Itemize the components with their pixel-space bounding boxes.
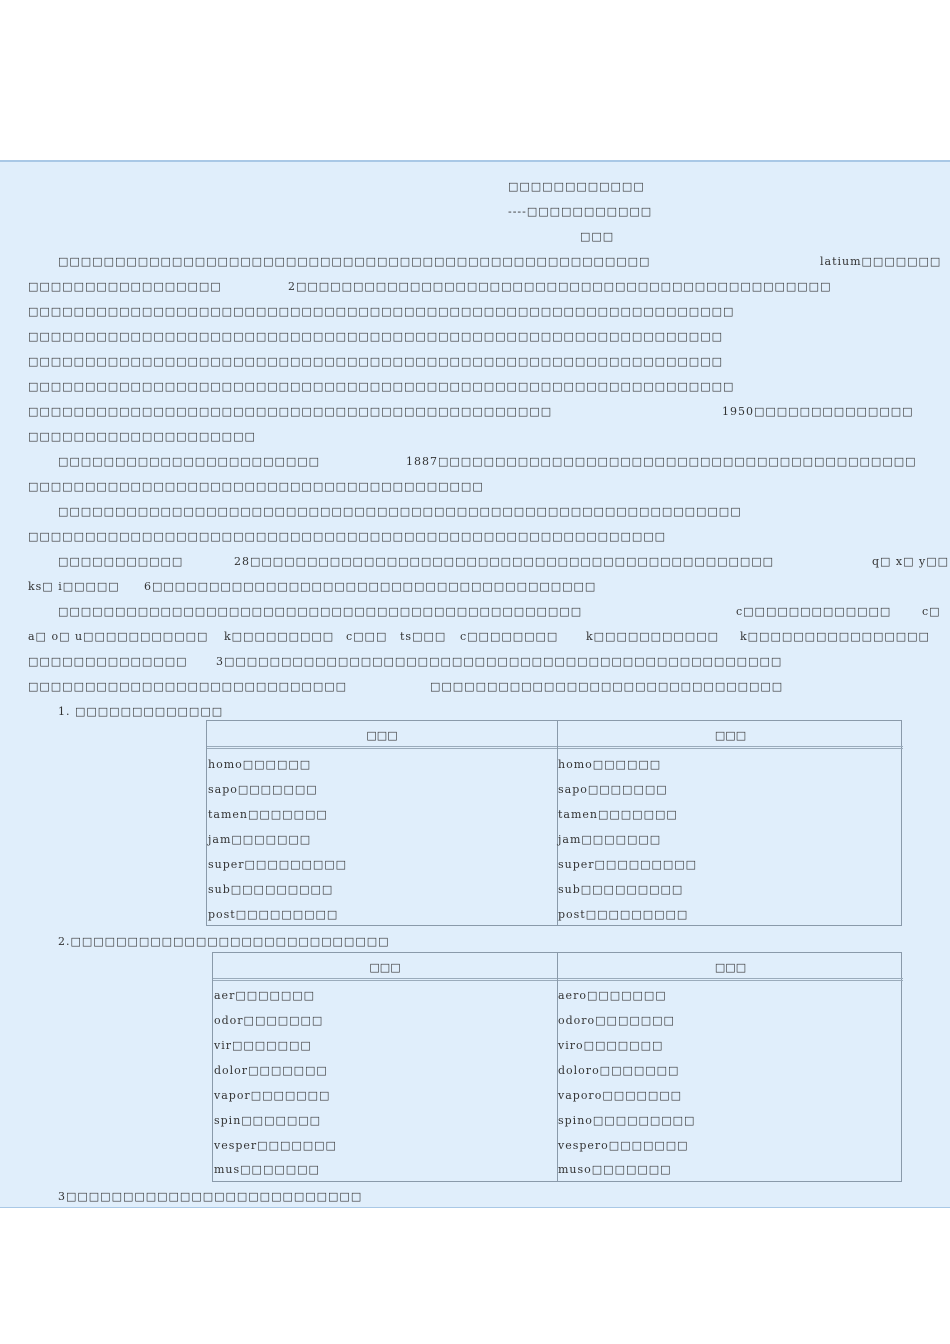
table-cell: doloro□□□□□□□ xyxy=(558,1064,680,1077)
paragraph-line: c□ xyxy=(922,605,941,618)
paragraph-line: latium□□□□□□□ xyxy=(820,255,942,268)
paragraph-line: ks□ i□□□□□ xyxy=(28,580,120,593)
table-cell: super□□□□□□□□□ xyxy=(558,858,698,871)
paragraph-line: 28□□□□□□□□□□□□□□□□□□□□□□□□□□□□□□□□□□□□□□□□□□□□□□ xyxy=(234,555,775,568)
paragraph-line: □□□□□□□□□□□□□□□□□□□□□□□□□□□□□□□□□□□□□□□□□□□□□□ xyxy=(28,405,553,418)
doc-title: □□□□□□□□□□□□ xyxy=(508,180,645,193)
table-cell: post□□□□□□□□□ xyxy=(208,908,339,921)
table-cell: aer□□□□□□□ xyxy=(214,989,316,1002)
table-cell: vesper□□□□□□□ xyxy=(214,1139,337,1152)
paragraph-line: c□□□□□□□□ xyxy=(460,630,559,643)
paragraph-line: □□□□□□□□□□□□□□□□□□□□□□□□□□□□ xyxy=(28,680,348,693)
paragraph-line: 1887□□□□□□□□□□□□□□□□□□□□□□□□□□□□□□□□□□□□□□□□□□ xyxy=(406,455,917,468)
table-cell: post□□□□□□□□□ xyxy=(558,908,689,921)
table-cell: sub□□□□□□□□□ xyxy=(558,883,684,896)
paragraph-line: □□□□□□□□□□□□□□□□□□□□□□□□□□□□□□□ xyxy=(430,680,784,693)
table-cell: dolor□□□□□□□ xyxy=(214,1064,328,1077)
paragraph-line: □□□□□□□□□□□□□□□□□□□□□□□□□□□□□□□□□□□□□□□□□□□□□□□□□□□□□□□□ xyxy=(28,530,667,543)
table-cell: vaporo□□□□□□□ xyxy=(558,1089,683,1102)
table-cell: jam□□□□□□□ xyxy=(208,833,312,846)
table-cell: vapor□□□□□□□ xyxy=(214,1089,331,1102)
paragraph-line: 1950□□□□□□□□□□□□□□ xyxy=(722,405,914,418)
table-header-cell: □□□ xyxy=(558,953,903,981)
paragraph-line: □□□□□□□□□□□□□□□□□□□□□□□ xyxy=(58,455,321,468)
paragraph-line: c□□□ xyxy=(346,630,388,643)
paragraph-line: □□□□□□□□□□□□□□□□□□□□ xyxy=(28,430,256,443)
list-item-3: 3□□□□□□□□□□□□□□□□□□□□□□□□□□ xyxy=(58,1190,363,1203)
paragraph-line: 3□□□□□□□□□□□□□□□□□□□□□□□□□□□□□□□□□□□□□□□□□□□□□□□□□ xyxy=(216,655,783,668)
paragraph-line: □□□□□□□□□□□□□□□□□□□□□□□□□□□□□□□□□□□□□□□□□□□□□□□□□□□□□□□□□□□□□ xyxy=(28,330,723,343)
table-cell: muso□□□□□□□ xyxy=(558,1163,672,1176)
table-cell: odor□□□□□□□ xyxy=(214,1014,324,1027)
paragraph-line: □□□□□□□□□□□□□□□□□□□□□□□□□□□□□□□□□□□□□□□□ xyxy=(28,480,484,493)
table-cell: tamen□□□□□□□ xyxy=(558,808,678,821)
paragraph-line: c□□□□□□□□□□□□□ xyxy=(736,605,892,618)
table-cell: sapo□□□□□□□ xyxy=(208,783,318,796)
paragraph-line: □□□□□□□□□□□□□□□□□□□□□□□□□□□□□□□□□□□□□□□□□□□□□□□□□□□□□□□□□□□□□□ xyxy=(28,380,735,393)
paragraph-line: k□□□□□□□□□□□□□□□□ xyxy=(740,630,930,643)
paragraph-line: 2□□□□□□□□□□□□□□□□□□□□□□□□□□□□□□□□□□□□□□□□□□□□□□□ xyxy=(288,280,832,293)
table-cell: viro□□□□□□□ xyxy=(558,1039,664,1052)
table-cell: spin□□□□□□□ xyxy=(214,1114,322,1127)
paragraph-line: □□□□□□□□□□□□□□□□□□□□□□□□□□□□□□□□□□□□□□□□□□□□□□□□□□□□□□□□□□□□□ xyxy=(28,355,723,368)
paragraph-line: □□□□□□□□□□□□□□□□□□□□□□□□□□□□□□□□□□□□□□□□□□□□□□□□□□□□□□□□□□□□ xyxy=(58,505,742,518)
paragraph-line: □□□□□□□□□□□□□□□□□ xyxy=(28,280,222,293)
paragraph-line: k□□□□□□□□□ xyxy=(224,630,335,643)
table-header-cell: □□□ xyxy=(207,721,557,749)
paragraph-line: 6□□□□□□□□□□□□□□□□□□□□□□□□□□□□□□□□□□□□□□□ xyxy=(144,580,597,593)
table-cell: homo□□□□□□ xyxy=(208,758,312,771)
paragraph-line: □□□□□□□□□□□ xyxy=(58,555,184,568)
table-cell: vespero□□□□□□□ xyxy=(558,1139,689,1152)
table-cell: odoro□□□□□□□ xyxy=(558,1014,675,1027)
paragraph-line: □□□□□□□□□□□□□□□□□□□□□□□□□□□□□□□□□□□□□□□□□□□□□□ xyxy=(58,605,583,618)
table-cell: super□□□□□□□□□ xyxy=(208,858,348,871)
table-cell: homo□□□□□□ xyxy=(558,758,662,771)
paragraph-line: k□□□□□□□□□□□ xyxy=(586,630,719,643)
paragraph-line: □□□□□□□□□□□□□□ xyxy=(28,655,188,668)
table-cell: vir□□□□□□□ xyxy=(214,1039,312,1052)
paragraph-line: q□ x□ y□□ xyxy=(872,555,950,568)
table-cell: mus□□□□□□□ xyxy=(214,1163,320,1176)
table-header-cell: □□□ xyxy=(558,721,903,749)
table-cell: tamen□□□□□□□ xyxy=(208,808,328,821)
table-header-cell: □□□ xyxy=(213,953,557,981)
table-cell: jam□□□□□□□ xyxy=(558,833,662,846)
paragraph-line: □□□□□□□□□□□□□□□□□□□□□□□□□□□□□□□□□□□□□□□□□□□□□□□□□□□□□□□□□□□□□□ xyxy=(28,305,735,318)
paragraph-line: a□ o□ u□□□□□□□□□□□ xyxy=(28,630,209,643)
paragraph-line: □□□□□□□□□□□□□□□□□□□□□□□□□□□□□□□□□□□□□□□□□□□□□□□□□□□□ xyxy=(58,255,651,268)
paragraph-line: ts□□□ xyxy=(400,630,447,643)
doc-subtitle: ----□□□□□□□□□□□ xyxy=(508,205,653,218)
table-cell: spino□□□□□□□□□ xyxy=(558,1114,696,1127)
table-cell: sapo□□□□□□□ xyxy=(558,783,668,796)
list-item-1: 1. □□□□□□□□□□□□□ xyxy=(58,705,224,718)
doc-author: □□□ xyxy=(580,230,615,243)
table-cell: sub□□□□□□□□□ xyxy=(208,883,334,896)
list-item-2: 2.□□□□□□□□□□□□□□□□□□□□□□□□□□□□ xyxy=(58,935,390,948)
table-cell: aero□□□□□□□ xyxy=(558,989,667,1002)
